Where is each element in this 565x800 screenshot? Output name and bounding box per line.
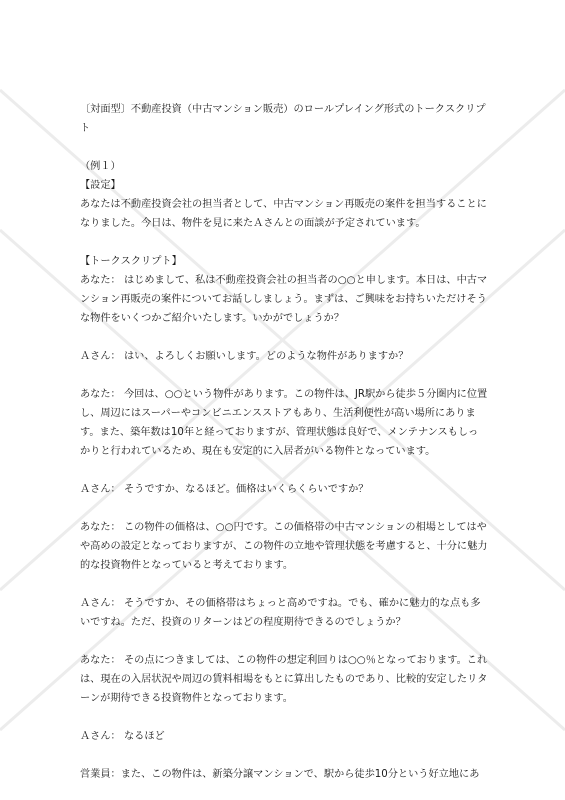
- example-label: （例１）: [80, 161, 121, 172]
- speaker-label: あなた：: [80, 275, 121, 286]
- document-title: 〔対面型〕不動産投資（中古マンション販売）のロールプレイング形式のトークスクリプト: [80, 104, 486, 134]
- dialogue-line: [80, 765, 488, 784]
- spacer: [80, 708, 488, 727]
- speaker-label: Ａさん：: [80, 484, 121, 495]
- spacer: [80, 233, 488, 252]
- dialogue-line: [80, 480, 488, 499]
- setting-heading: 【設定】: [80, 180, 121, 191]
- dialogue-text: この物件の価格は、○○円です。この価格帯の中古マンションの相場としてはやや高めの設定となっておりますが、この物件の立地や管理状態を考慮すると、十分に魅力的な投資物件となっていると考えております。: [80, 522, 488, 571]
- script-heading: 【トークスクリプト】: [80, 256, 182, 267]
- dialogue-text: はじめまして、私は不動産投資会社の担当者の○○と申します。本日は、中古マンション再販売の案件についてお話ししましょう。まずは、ご興味をお持ちいただけそうな物件をいくつかご紹介いたします。いかがでしょうか？: [80, 275, 488, 324]
- speaker-label: Ａさん：: [80, 731, 121, 742]
- dialogue-line: [80, 594, 488, 632]
- dialogue-line: [80, 518, 488, 575]
- spacer: [80, 461, 488, 480]
- dialogue-text: また、この物件は、新築分譲マンションで、駅から徒歩10分という好立地にあ: [120, 769, 480, 780]
- dialogue-text: なるほど: [124, 731, 165, 742]
- dialogue-line: [80, 727, 488, 746]
- spacer: [80, 746, 488, 765]
- speaker-label: あなた：: [80, 522, 121, 533]
- dialogue-line: [80, 651, 488, 708]
- dialogue-line: [80, 385, 488, 461]
- spacer: [80, 575, 488, 594]
- dialogue-text: はい、よろしくお願いします。どのような物件がありますか？: [124, 351, 409, 362]
- dialogue-text: そうですか、なるほど。価格はいくらくらいですか？: [124, 484, 369, 495]
- speaker-label: あなた：: [80, 389, 121, 400]
- document-body: [80, 100, 488, 784]
- dialogue-line: [80, 271, 488, 328]
- dialogue-text: そうですか、その価格帯はちょっと高めですね。でも、確かに魅力的な点も多いですね。ただ、投資のリターンはどの程度期待できるのでしょうか？: [80, 598, 481, 628]
- setting-text: あなたは不動産投資会社の担当者として、中古マンション再販売の案件を担当することになりました。今日は、物件を見に来たＡさんとの面談が予定されています。: [80, 199, 487, 229]
- speaker-label: 営業員：: [80, 769, 121, 780]
- dialogue-line: [80, 347, 488, 366]
- dialogue-text: その点につきましては、この物件の想定利回りは○○％となっております。これは、現在の入居状況や周辺の賃料相場をもとに算出したものであり、比較的安定したリターンが期待できる投資物件となっております。: [80, 655, 488, 704]
- spacer: [80, 499, 488, 518]
- spacer: [80, 632, 488, 651]
- speaker-label: あなた：: [80, 655, 121, 666]
- dialogue-text: 今回は、○○という物件があります。この物件は、JR駅から徒歩５分圏内に位置し、周辺にはスーパーやコンビニエンスストアもあり、生活利便性が高い場所にあります。また、築年数は10年と経っておりますが、管理状態は良好で、メンテナンスもしっかりと行われているため、現在も安定的に入居者がいる物件となっています。: [80, 389, 488, 457]
- speaker-label: Ａさん：: [80, 351, 121, 362]
- spacer: [80, 366, 488, 385]
- speaker-label: Ａさん：: [80, 598, 121, 609]
- spacer: [80, 328, 488, 347]
